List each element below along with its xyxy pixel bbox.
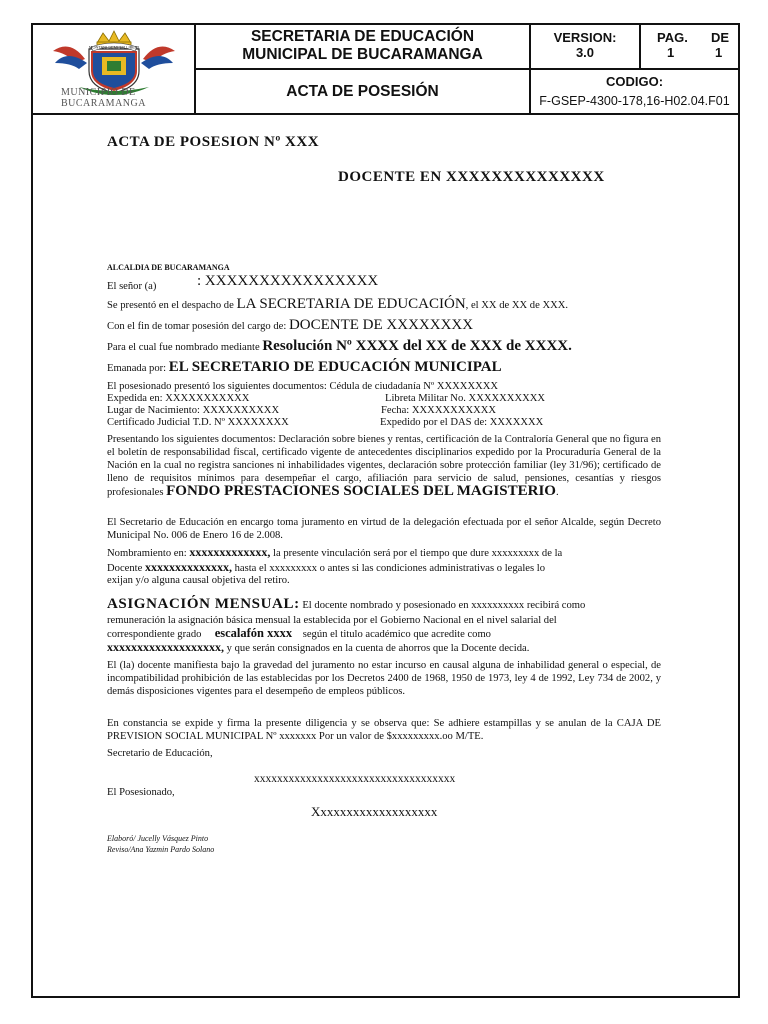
presento-text-c: , el XX de XX de XXX. [465,300,569,311]
elaboro-text: Elaboró/ Jucelly Vásquez Pinto [107,834,209,843]
presento-text-a: Se presentó en el despacho de [107,300,234,311]
asig-text-h: y que serán consignados en la cuenta de ahorros que la Docente decida. [226,643,530,654]
senor-label: El señor (a) [107,281,157,292]
nomb-text-c: la presente vinculación será por el tiempo que dure xxxxxxxxx de la [273,548,563,559]
presentando-text: Presentando los siguientes documentos: Declaración sobre bienes y rentas, certificación de la Contraloría General que no figura en el boletín de responsabilidad fiscal, certificado vigente de antecedentes disciplinarios expedido por la Procuraduría General de la Nación en la cual no registra sanciones ni inhabilidades vigentes, declaración sobre protección familiar (ley 31/96); certificado de lleno de requisitos mínimos para desempeñar el cargo, afiliación para servicio de salud, pensiones, cesantías y riesgos profesionales [107,434,661,498]
fecha-text: Fecha: XXXXXXXXXXX [381,405,497,416]
pag-label: PAG. [657,30,688,45]
nomb-text-e: xxxxxxxxxxxxxx, [144,560,232,574]
juramento-paragraph: El (la) docente manifiesta bajo la gravedad del juramento no estar incurso en causal alguna de inhabilidad general o especial, de incompatibilidad prohibición de las establecidas por los Decretos 2400 de 1968, 1950 de 1973, ley 4 de 1992, Ley 734 de 2002, y demás disposiciones vigentes para el desempeño de empleos públicos. [107,660,661,697]
emanada-line [107,361,502,375]
de-value: 1 [715,45,723,60]
expedido-das-text: Expedido por el DAS de: XXXXXXX [380,417,544,428]
logo-cell [31,23,196,113]
alcaldia-label: ALCALDIA DE BUCARAMANGA [107,263,230,272]
asignacion-line3 [107,627,491,641]
firma-posesionado: Xxxxxxxxxxxxxxxxxxx [311,804,438,819]
logo-text-line1: MUNICIPIO DE [61,87,136,98]
emanada-text-b: EL SECRETARIO DE EDUCACIÓN MUNICIPAL [168,359,502,375]
doc-title: ACTA DE POSESIÓN [286,82,439,100]
asig-text-f: según el titulo académico que acredite como [302,629,491,640]
lugar-text: Lugar de Nacimiento: XXXXXXXXXX [107,405,280,416]
org-name-line2: MUNICIPAL DE BUCARAMANGA [242,45,483,63]
nomb-text-f: hasta el xxxxxxxxx o antes si las condiciones administrativas o legales lo [234,563,545,574]
version-cell [531,23,641,70]
constancia-paragraph: En constancia se expide y firma la presente diligencia y se observa que: Se adhiere estampillas y se anulan de la CAJA DE PREVISION SOCIAL MUNICIPAL Nº xxxxxxx Por un valor de $xxxxxxxxx.oo M/TE. [107,718,661,742]
secretario-paragraph: El Secretario de Educación en encargo toma juramento en virtud de la delegación efectuada por el señor Alcalde, según Decreto Municipal No. 006 de Enero 16 de 2.008. [107,517,661,541]
org-name-line1: SECRETARIA DE EDUCACIÓN [250,27,475,45]
document-header [31,23,740,115]
nombramiento-line1 [107,546,562,560]
asignacion-line4 [107,641,529,655]
nombrado-text-b: Resolución Nº XXXX del XX de XXX de XXXX. [262,338,572,354]
docs-line: El posesionado presentó los siguientes documentos: Cédula de ciudadanía Nº XXXXXXXX [107,381,499,392]
acta-title: ACTA DE POSESION Nº XXX [107,134,320,150]
codigo-cell [531,70,738,113]
nombramiento-line2 [107,561,545,575]
libreta-text: Libreta Militar No. XXXXXXXXXX [385,393,546,404]
asig-text-d: correspondiente grado [107,629,202,640]
codigo-value: F-GSEP-4300-178,16-H02.04.F01 [539,94,730,108]
asig-text-b: El docente nombrado y posesionado en xxxxxxxxxx recibirá como [302,600,586,611]
logo-text-line2: BUCARAMANGA [61,98,146,109]
fin-text-a: Con el fin de tomar posesión del cargo de: [107,321,287,332]
de-label: DE [711,30,730,45]
senor-value: : XXXXXXXXXXXXXXXX [197,273,379,289]
reviso-text: Reviso/Ana Yazmin Pardo Solano [107,845,215,854]
nombrado-text-a: Para el cual fue nombrado mediante [107,342,260,353]
presento-text-b: LA SECRETARIA DE EDUCACIÓN [236,296,466,312]
docente-title: DOCENTE EN XXXXXXXXXXXXXX [338,169,605,185]
nombramiento-line3: exijan y/o alguna causal objetiva del retiro. [107,575,290,586]
asig-escalafon: escalafón xxxx [214,626,293,640]
nomb-text-b: xxxxxxxxxxxxx, [189,545,271,559]
presentando-paragraph: Presentando los siguientes documentos: Declaración sobre bienes y rentas, certificación de la Contraloría General que no figura en el boletín de responsabilidad fiscal, certificado vigente de antecedentes disciplinarios expedido por la Procuraduría General de la Nación en la cual no registra sanciones ni inhabilidades vigentes, declaración sobre protección familiar (ley 31/96); certificado de lleno de requisitos mínimos para desempeñar el cargo, afiliación para servicio de salud, pensiones, cesantías y riesgos profesionales FONDO PRESTACIONES SOCIALES DEL MAGISTERIO. [107,434,661,499]
asignacion-line1 [107,598,585,612]
pag-value: 1 [667,45,675,60]
asignacion-line2: remuneración la asignación básica mensual la establecida por el Gobierno Nacional en el nivel salarial del [107,615,557,626]
firma-secretario: xxxxxxxxxxxxxxxxxxxxxxxxxxxxxxxxxxx [254,773,456,785]
secretario-label: Secretario de Educación, [107,748,213,759]
nombrado-line [107,340,572,354]
version-value: 3.0 [575,45,595,60]
asig-text-g: xxxxxxxxxxxxxxxxxxx, [107,640,224,654]
version-label: VERSION: [553,30,617,45]
certificado-text: Certificado Judicial T.D. Nº XXXXXXXX [107,417,289,428]
codigo-label: CODIGO: [605,74,664,89]
fin-line [107,319,473,333]
nomb-text-d: Docente [107,563,143,574]
logo-ribbon-text: MONTANI SEMPER LIBERI [89,44,139,50]
title-cell [196,23,531,113]
nomb-text-a: Nombramiento en: [107,548,187,559]
fondo-text: FONDO PRESTACIONES SOCIALES DEL MAGISTERIO [166,483,556,499]
org-name-box [196,23,529,70]
expedida-text: Expedida en: XXXXXXXXXXX [107,393,250,404]
presento-line [107,298,568,312]
asig-heading: ASIGNACIÓN MENSUAL: [107,596,300,612]
emanada-text-a: Emanada por: [107,363,167,374]
posesionado-label: El Posesionado, [107,787,175,798]
doc-title-box [196,70,529,113]
fin-text-b: DOCENTE DE XXXXXXXX [288,317,474,333]
page-cell [641,23,738,70]
